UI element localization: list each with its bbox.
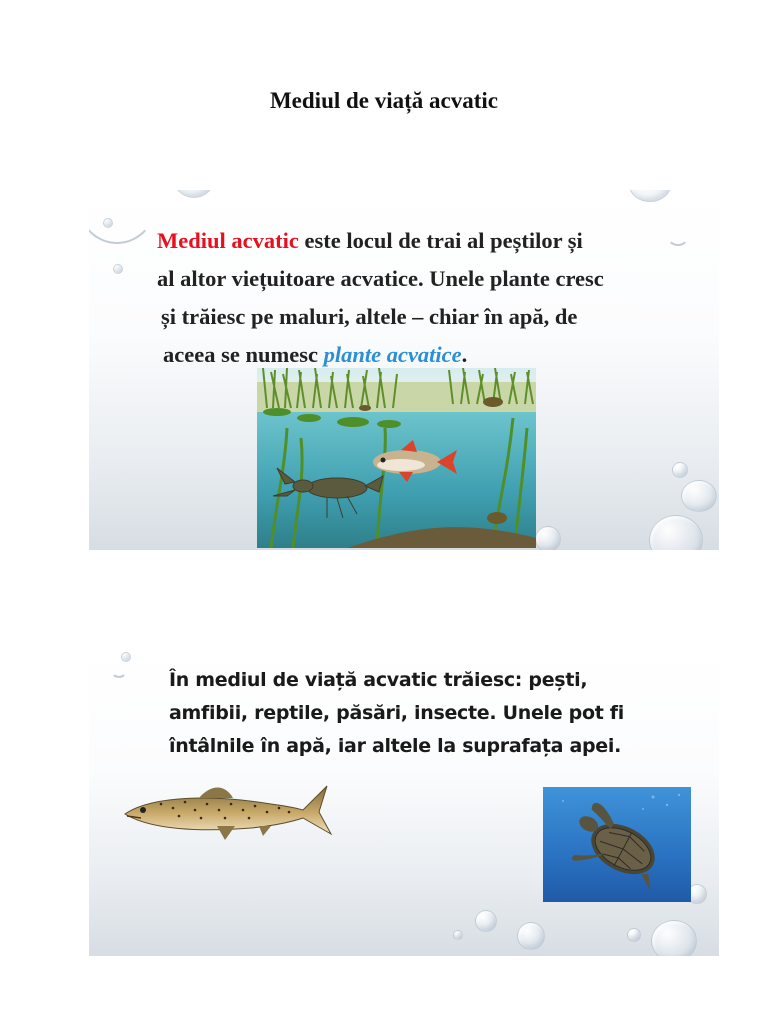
water-drop-decoration: [627, 928, 641, 942]
trout-fish-illustration: [121, 772, 333, 844]
slide1-paragraph: Mediul acvatic este locul de trai al peștilor și al altor viețuitoare acvatice. Unele plante cresc și trăiesc pe maluri, altele – chiar în apă, de aceea se numesc plante acvatice.: [157, 228, 604, 367]
water-drop-decoration: [672, 462, 688, 478]
water-drop-decoration: [113, 264, 123, 274]
water-drop-decoration: [535, 526, 561, 550]
page-title: Mediul de viață acvatic: [269, 88, 499, 113]
water-drop-decoration: [629, 190, 671, 202]
sea-turtle-photo: [543, 787, 691, 902]
slide2-paragraph: În mediul de viață acvatic trăiesc: pești, amfibii, reptile, păsări, insecte. Unele pot fi întâlnile în apă, iar altele la suprafața apei.: [169, 669, 624, 757]
term-aquatic-plants: plante acvatice: [323, 342, 462, 367]
slide-aquatic-animals: [89, 648, 719, 956]
slide-aquatic-environment: [89, 190, 719, 550]
term-aquatic-environment: Mediul acvatic: [157, 228, 299, 253]
water-drop-decoration: [173, 190, 215, 198]
pond-ecosystem-illustration: [257, 368, 536, 548]
water-drop-decoration: [103, 218, 113, 228]
water-drop-decoration: [649, 515, 703, 550]
water-drop-decoration: [681, 480, 717, 512]
water-drop-decoration: [453, 930, 463, 940]
water-drop-decoration: [651, 920, 697, 956]
water-drop-decoration: [121, 652, 131, 662]
water-drop-decoration: [517, 922, 545, 950]
water-drop-decoration: [111, 664, 127, 678]
water-drop-decoration: [89, 190, 159, 244]
water-drop-decoration: [475, 910, 497, 932]
